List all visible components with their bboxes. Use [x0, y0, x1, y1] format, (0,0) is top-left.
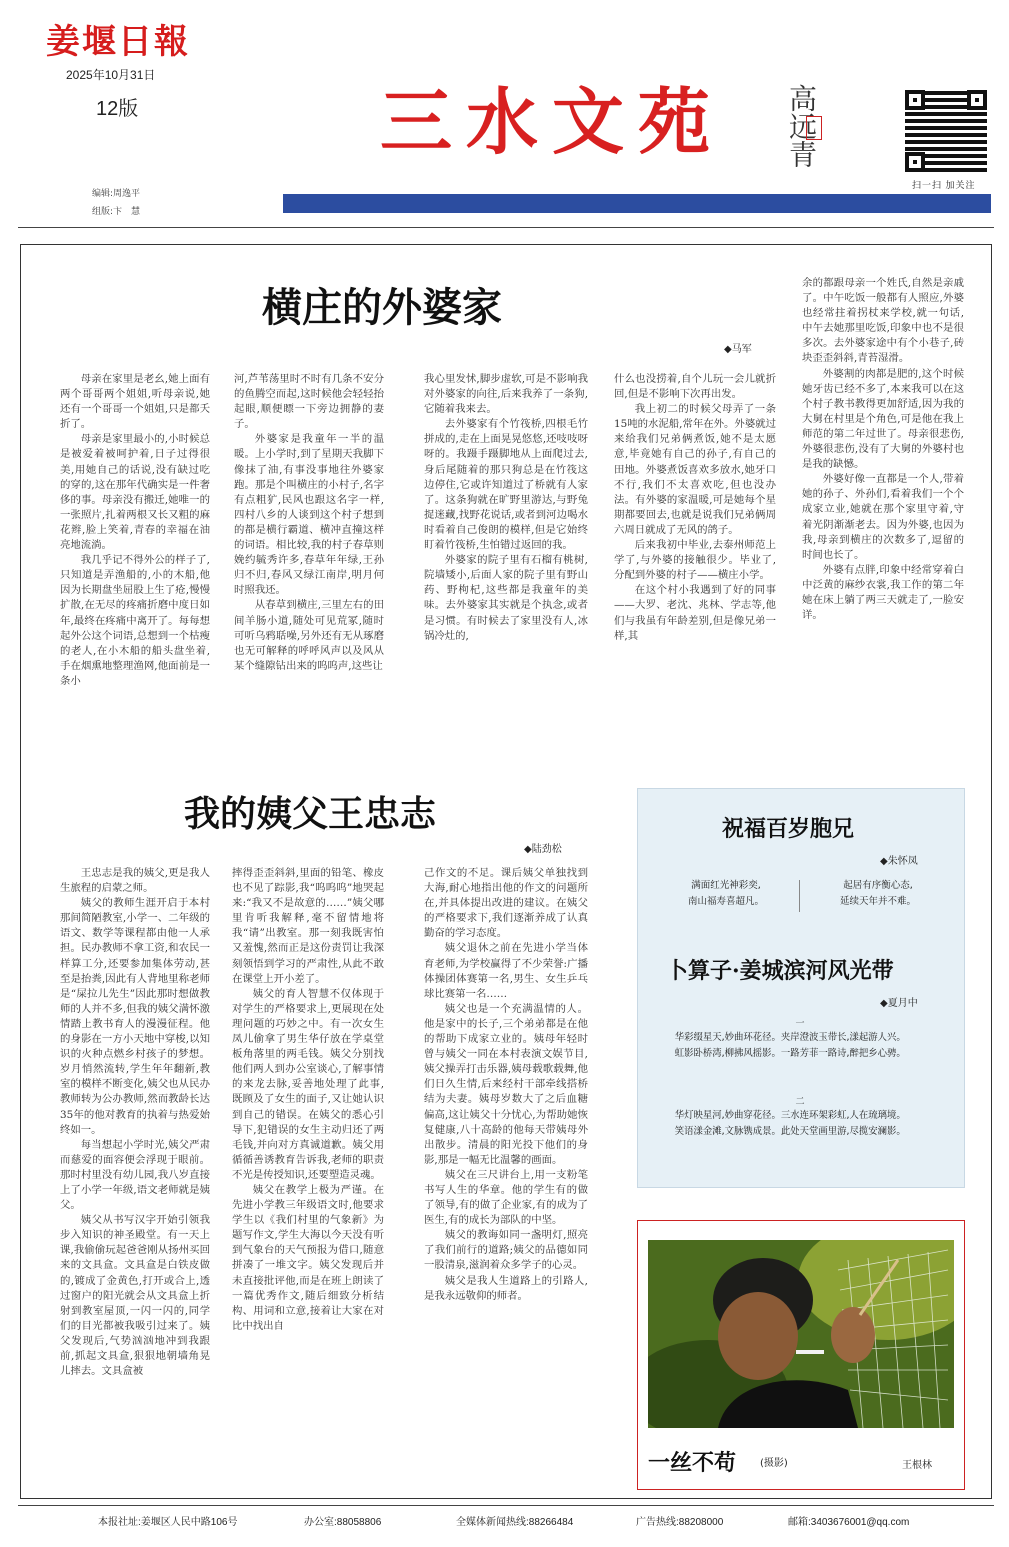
paragraph: 我几乎记不得外公的样子了,只知道是弄渔船的,小的木船,他因为长期盘坐屈股上生了疮,慢慢扩散,在无尽的疼痛折磨中度日如年,最终在疼痛中离开了。每每想起外公这个词语,总想到一个枯瘦的老人,在小木船的船头盘坐着,手在烟熏地整理渔网,他面前是一条小 — [60, 554, 210, 687]
footer-address: 本报社址:姜堰区人民中路106号 — [98, 1517, 238, 1528]
paragraph: 河,芦苇荡里时不时有几条不安分的鱼腾空而起,这时候他会轻轻抬起眼,顺便瞟一下旁边拥静的妻子。 — [234, 373, 384, 431]
footer-hotline: 全媒体新闻热线:88266484 — [456, 1517, 574, 1528]
paragraph: 去外婆家有个竹筏桥,四根毛竹拼成的,走在上面晃晃悠悠,还吱吱呀呀的。我蹑手蹑脚地从上面爬过去,身后尾随着的那只狗总是在竹筏这边停住,它或许知道过了桥就有人家了。这条狗就在旷野里游达,与野兔捉迷藏,找野花说话,或者到河边喝水时看着自己俊朗的模样,但是它始终盯着竹筏桥,生怕错过返回的我。 — [424, 418, 588, 552]
edition-number: 12版 — [96, 98, 139, 120]
paragraph: 母亲是家里最小的,小时候总是被爱着被呵护着,日子过得很美,用她自己的话说,没有缺过吃的穿的,这在那年代确实是一件奢侈的事。母亲没有搬迁,她唯一的一张照片,扎着两根又长又粗的麻花辫,脸上笑着,青春的幸福在油亮地流淌。 — [60, 433, 210, 552]
footer-office: 办公室:88058806 — [304, 1517, 382, 1528]
article1-column-4 — [614, 372, 776, 742]
couplet-divider — [799, 880, 800, 912]
article2-byline: ◆陆劲松 — [524, 844, 562, 855]
photo-illustration — [648, 1240, 954, 1428]
paragraph: 我心里发怵,脚步虚软,可是不影响我对外婆家的向往,后来我养了一条狗,它随着我来去。 — [424, 373, 588, 416]
article2-title: 我的姨父王忠志 — [184, 793, 437, 835]
poem-line: 华彩缀星天,妙曲环花径。夹岸澄波玉带长,漾起游人兴。 — [674, 1032, 906, 1043]
qr-caption: 扫一扫 加关注 — [912, 180, 976, 190]
poem2-part1 — [656, 1030, 948, 1062]
article1-column-2 — [234, 372, 384, 742]
couplet-line: 南山福寿喜超凡。 — [687, 896, 764, 907]
paragraph: 姨父在教学上极为严谨。在先进小学教三年级语文时,他要求学生以《我们村里的气象新》为题写作文,学生大海以今天没有听到气象台的天气预报为借口,随意拼凑了一堆文字。姨父发现后并未直接批评他,而是在班上朗读了一篇优秀作文,随后细致分析结构、用词和立意,接着让大家在对比中找出自 — [232, 1183, 384, 1332]
paragraph: 从春草到横庄,三里左右的田间羊肠小道,随处可见荒冢,随时可听乌鸦聒噪,另外还有无从琢磨也无可解释的呼呼风声以及风从某个缝隙钻出来的呜呜声,这些让 — [234, 599, 384, 672]
section-calligraphy: 高远青 — [785, 84, 818, 168]
paragraph: 在这个村小我遇到了好的同事——大罗、老沈、兆林、学志等,他们与我虽有年龄差别,但是像兄弟一样,其 — [614, 584, 776, 642]
publication-date: 2025年10月31日 — [66, 68, 156, 82]
paragraph: 外婆割的肉都是肥的,这个时候她牙齿已经不多了,本来我可以在这个村子教书教得更加舒适,因为我的大舅在村里是个角色,可是他在我上师范的第二年过世了。母亲很悲伤,外婆很悲伤,没有了大舅的外婆村也是我的缺憾。 — [802, 367, 964, 471]
paragraph: 外婆家的院子里有石榴有桃树,院墙矮小,后面人家的院子里有野山药、野枸杞,这些都是我童年的美味。去外婆家其实就是个执念,或者是习惯。有时候去了家里没有人,冰锅冷灶的, — [424, 554, 588, 642]
paper-logo: 姜堰日報 — [46, 22, 190, 62]
photo-title: 一丝不苟 — [648, 1450, 737, 1476]
paragraph: 己作文的不足。课后姨父单独找到大海,耐心地指出他的作文的问题所在,并具体提出改进的建议。在姨父的严格要求下,我们逐渐养成了认真勤奋的学习态度。 — [424, 867, 588, 940]
paragraph: 母亲在家里是老幺,她上面有两个哥哥两个姐姐,听母亲说,她还有一个哥哥一个姐姐,只是都夭折了。 — [60, 373, 210, 431]
poem1-byline: ◆朱怀凤 — [880, 856, 918, 867]
paragraph: 姨父退休之前在先进小学当体育老师,为学校赢得了不少荣誉:广播体操团体赛第一名,男生、女生乒乓球比赛第一名…… — [424, 942, 588, 1000]
poem1-couplet-left — [666, 878, 786, 910]
poem-line: 虹影卧桥湾,柳拂风摇影。一路芳菲一路诗,醉把乡心骋。 — [674, 1048, 906, 1059]
paragraph: 王忠志是我的姨父,更是我人生旅程的启蒙之师。 — [60, 867, 210, 895]
paragraph: 姨父是我人生道路上的引路人,是我永远敬仰的师者。 — [424, 1274, 588, 1302]
poem2-byline: ◆夏月中 — [880, 998, 918, 1009]
poem2-part2 — [656, 1108, 948, 1140]
layout-credit: 组版:卞 慧 — [92, 207, 141, 217]
article1-title: 横庄的外婆家 — [262, 284, 502, 331]
poem1-title: 祝福百岁胞兄 — [722, 816, 855, 842]
paragraph: 什么也没捞着,自个儿玩一会儿就折回,但是不影响下次再出发。 — [614, 373, 776, 401]
poem2-part2-number: 二 — [795, 1097, 805, 1107]
paragraph: 姨父的教师生涯开启于本村那间简陋教室,小学一、二年级的语文、数学等课程都由他一人承担。民办教师不拿工资,和农民一样算工分,还要参加集体劳动,甚至是抬粪,因此有人背地里称老师是“屎拉儿先生”因此那时想做教师的人并不多,但我的姨父满怀激情踏上教书育人的漫漫征程。他的身影在一方小天地中穿梭,以知识的火种点燃乡村孩子的梦想。岁月悄然流转,学生年年翻新,教室的模样不断变化,姨父也从民办教师转为公办教师,然而教龄长达35年的他对教育的执着与热爱始终如一。 — [60, 897, 210, 1136]
poem-line: 笑语漾金滩,文脉镌成景。此处天堂画里游,尽揽安澜影。 — [674, 1126, 906, 1137]
photo-author: 王根林 — [902, 1460, 932, 1471]
article2-column-2 — [232, 866, 384, 1494]
footer-rule — [18, 1505, 994, 1506]
paragraph: 外婆好像一直都是一个人,带着她的孙子、外孙们,看着我们一个个成家立业,她就在那个家里守着,守着光阴渐渐老去。因为外婆,也因为我,母亲到横庄的次数多了,逗留的时间也长了。 — [802, 473, 964, 561]
paragraph: 后来我初中毕业,去泰州师范上学了,与外婆的接触很少。毕业了,分配到外婆的村子——横庄小学。 — [614, 539, 776, 582]
paragraph: 余的都跟母亲一个姓氏,自然是亲戚了。中午吃饭一般都有人照应,外婆也经常拄着拐杖来学校,就一句话,中午去她那里吃饭,印象中也不是很多次。去外婆家途中有个小巷子,砖块歪歪斜斜,青苔湿滑。 — [802, 277, 964, 365]
photo-fisherman[interactable] — [648, 1240, 954, 1428]
footer-ads: 广告热线:88208000 — [636, 1517, 724, 1528]
section-title: 三水文苑 — [380, 79, 725, 164]
article2-column-3 — [424, 866, 588, 1494]
article1-column-1 — [60, 372, 210, 742]
qr-code[interactable] — [905, 90, 987, 172]
poem1-couplet-right — [818, 878, 938, 910]
poem2-part1-number: 一 — [795, 1019, 805, 1029]
article1-column-5 — [802, 276, 964, 742]
couplet-line: 延续天年并不难。 — [839, 896, 916, 907]
paragraph: 姨父的育人智慧不仅体现于对学生的严格要求上,更展现在处理问题的巧妙之中。有一次女生凤儿偷拿了男生华仔放在学桌堂板角落里的两毛钱。姨父分别找他们两人到办公室谈心,了解事情的来龙去脉,妥善地处理了此事,既顾及了女生的面子,又让她认识到自己的错误。在姨父的悉心引导下,犯错误的女生主动归还了两毛钱,并向对方真诚道歉。姨父用循循善诱教育告诉我,老师的职责不光是传授知识,还要塑造灵魂。 — [232, 987, 384, 1181]
article2-column-1 — [60, 866, 210, 1494]
couplet-line: 起居有序衡心态, — [843, 880, 913, 891]
couplet-line: 满面红光神彩奕, — [691, 880, 761, 891]
paragraph: 姨父也是一个充满温情的人。他是家中的长子,三个弟弟都是在他的帮助下成家立业的。姨母年轻时曾与姨父一同在本村表演文娱节目,姨父操弄打击乐器,姨母载歌载舞,他们日久生情,后来经村干部牵线搭桥结为夫妻。姨母岁数大了之后血糖偏高,这让姨父十分忧心,为帮助她恢复健康,八十高龄的他每天带姨母外出散步。清晨的阳光投下他们的身影,那是一幅无比温馨的画面。 — [424, 1002, 588, 1166]
paragraph: 姨父从书写汉字开始引领我步入知识的神圣殿堂。有一天上课,我偷偷玩起爸爸刚从扬州买回来的文具盒。文具盒是白铁皮做的,镀成了金黄色,打开或合上,透过窗户的阳光就会从文具盒上折射到教室屋顶,一闪一闪的,同学们的目光都被我吸引过来了。姨父发现后,气势汹汹地冲到我跟前,抓起文具盒,狠狠地朝墙角晃儿摔去。文具盒被 — [60, 1214, 210, 1378]
photo-type: (摄影) — [760, 1458, 788, 1469]
header-bar — [283, 194, 991, 213]
article1-column-3 — [424, 372, 588, 742]
paragraph: 外婆有点胖,印象中经常穿着白中泛黄的麻纱衣裳,我工作的第二年她在床上躺了两三天就走了,一脸安详。 — [802, 563, 964, 622]
article1-byline: ◆马军 — [724, 344, 752, 355]
paragraph: 每当想起小学时光,姨父严肃而慈爱的面容便会浮现于眼前。那时村里没有幼儿园,我八岁直接上了小学一年级,语文老师就是姨父。 — [60, 1138, 210, 1212]
paragraph: 摔得歪歪斜斜,里面的铅笔、橡皮也不见了踪影,我“呜呜呜”地哭起来:“我又不是故意的……”姨父哪里肯听我解释,毫不留情地将我“请”出教室。那一刻我既害怕又羞愧,然而正是这份责罚让我深刻领悟到学习的严肃性,从此不敢在课堂上开小差了。 — [232, 867, 384, 985]
paragraph: 姨父的教诲如同一盏明灯,照亮了我们前行的道路;姨父的品德如同一股清泉,滋润着众多学子的心灵。 — [424, 1229, 588, 1272]
poem-line: 华灯映星河,妙曲穿花径。三水连环架彩虹,人在琉璃境。 — [674, 1110, 906, 1121]
footer-email: 邮箱:3403676001@qq.com — [788, 1517, 910, 1528]
seal-stamp — [806, 116, 822, 140]
poem2-title: 卜算子·姜城滨河风光带 — [666, 958, 894, 984]
editor-credit: 编辑:周逸平 — [92, 189, 141, 199]
header-rule — [18, 227, 994, 228]
paragraph: 我上初二的时候父母弄了一条15吨的水泥船,常年在外。外婆就过来给我们兄弟俩煮饭,她不是太愿意,毕竟她有自己的孙子,有自己的田地。外婆煮饭喜欢多放水,她牙口不行,我们不太喜欢吃,但也没办法。有外婆的家温暖,可是她每个星期都要回去,也就是说我们兄弟俩周六周日就成了无风的鸽子。 — [614, 403, 776, 536]
paragraph: 外婆家是我童年一半的温暖。上小学时,到了星期天我脚下像抹了油,有事没事地往外婆家跑。那是个叫横庄的小村子,名字有点粗犷,民风也跟这名字一样,四村八乡的人谈到这个村子想到的都是横行霸道、横冲直撞这样的词语。相比较,我的村子春草则娩约毓秀许多,春草年年绿,王孙归不归,春风又绿江南岸,明月何时照我还。 — [234, 433, 384, 597]
paragraph: 姨父在三尺讲台上,用一支粉笔书写人生的华章。他的学生有的做了领导,有的做了企业家,有的成为了医生,有的成长为部队的中坚。 — [424, 1168, 588, 1227]
